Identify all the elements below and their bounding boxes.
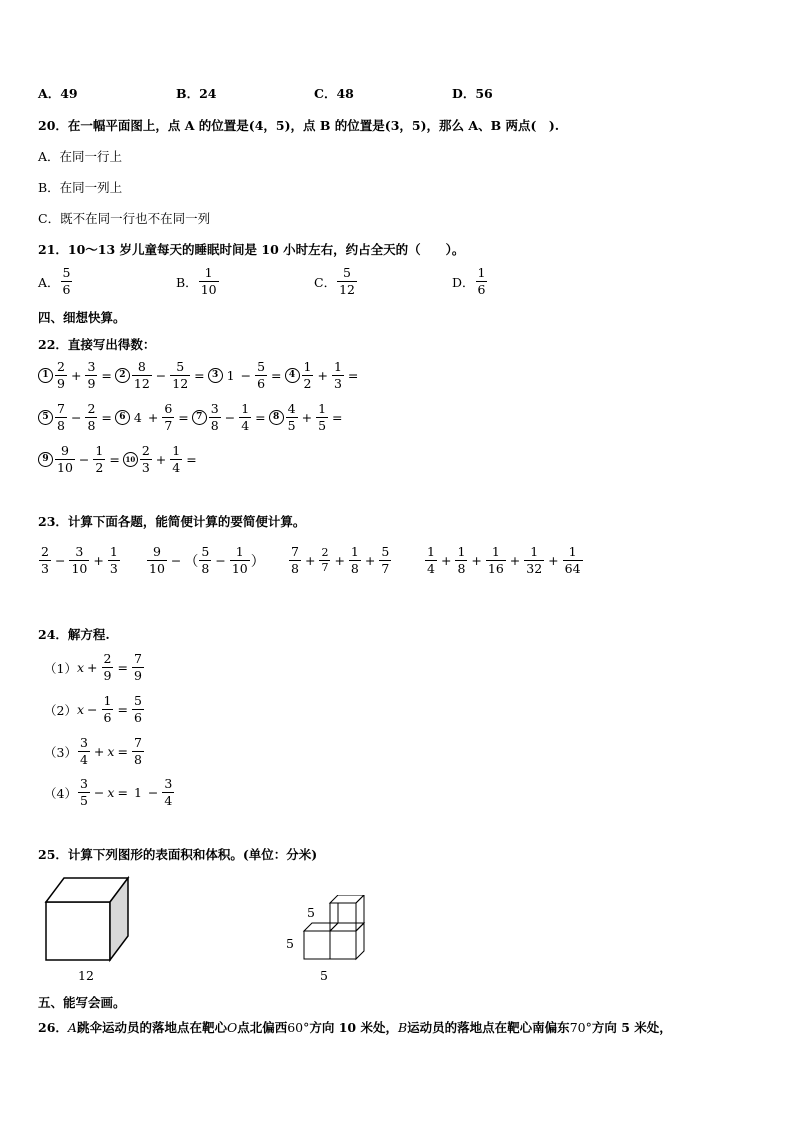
q21-option-c: C． $\frac{5}{12}$ [314,265,355,298]
cube-edge-label: 12 [78,968,94,983]
stacked-label-left: 5 [286,936,294,951]
q21-option-b: B． $\frac{1}{10}$ [176,265,217,298]
q22-mark-9: 9 [38,452,53,467]
q22-row-3: 9 $\frac{9}{10}$ − $\frac{1}{2}$ = 10 $\frac{2}{3}$ + $\frac{1}{4}$ = [38,444,200,476]
q23-expr-4: $\frac{1}{4}$ + $\frac{1}{8}$ + $\frac{1}{16}$ + $\frac{1}{32}$ + $\frac{1}{64}$ [427,544,581,577]
q20-stem: 20．在一幅平面图上，点 A 的位置是(4，5)，点 B 的位置是(3，5)，那么 A、B 两点( ). [38,118,560,133]
q22-mark-2: 2 [115,368,130,383]
q19-option-a: A．49 [38,86,78,101]
q21-option-a: A． $\frac{5}{6}$ [38,265,71,298]
q20-option-b: B．在同一列上 [38,180,123,195]
q21-option-d: D． $\frac{1}{6}$ [452,265,486,298]
q24-eq-2: （2） x − $\frac{1}{6}$ = $\frac{5}{6}$ [44,693,142,726]
q22-mark-6: 6 [115,410,130,425]
q19-option-c: C．48 [314,86,354,101]
q22-row-1: 1 $\frac{2}{9}$ + $\frac{3}{9}$ = 2 $\frac{8}{12}$ − $\frac{5}{12}$ = 3 1 − $\frac{5}{6}$ = 4 $\frac{1}{2}$ + $\frac{1}{3}$ = [38,360,361,392]
stacked-label-top: 5 [307,905,315,920]
q22-mark-10: 10 [123,452,138,467]
cube-figure-shape [40,872,140,964]
q22-stem: 22．直接写出得数： [38,337,156,352]
q23-expr-3: $\frac{7}{8}$ + $\frac{2}{7}$ + $\frac{1}{8}$ + $\frac{5}{7}$ [291,544,390,577]
q20-option-c: C．既不在同一行也不在同一列 [38,211,211,226]
q23-expr-1: $\frac{2}{3}$ − $\frac{3}{10}$ + $\frac{1}{3}$ [41,544,118,577]
q21-stem: 21．10～13 岁儿童每天的睡眠时间是 10 小时左右，约占全天的（ ）。 [38,242,465,257]
q19-option-b: B．24 [176,86,217,101]
q23-expr-2: $\frac{9}{10}$ − （ $\frac{5}{8}$ − $\frac{1}{10}$ ） [149,544,265,577]
q26-stem: 26．A跳伞运动员的落地点在靶心O点北偏西60°方向 10 米处，B运动员的落地点在靶心南偏东70°方向 5 米处， [38,1020,672,1035]
q22-mark-1: 1 [38,368,53,383]
section-5-heading: 五、能写会画。 [38,995,126,1010]
stacked-label-bottom: 5 [320,968,328,983]
q22-mark-8: 8 [269,410,284,425]
q25-stem: 25．计算下列图形的表面积和体积。(单位：分米) [38,847,318,862]
q22-mark-4: 4 [285,368,300,383]
q22-mark-5: 5 [38,410,53,425]
q19-option-d: D．56 [452,86,493,101]
q20-option-a: A．在同一行上 [38,149,123,164]
q24-eq-3: （3） $\frac{3}{4}$ + x = $\frac{7}{8}$ [44,735,142,768]
q22-row-2: 5 $\frac{7}{8}$ − $\frac{2}{8}$ = 6 4 + $\frac{6}{7}$ = 7 $\frac{3}{8}$ − $\frac{1}{4}$ = 8 $\frac{4}{5}$ + $\frac{1}{5}$ = [38,402,346,434]
q24-stem: 24．解方程. [38,627,110,642]
q24-eq-1: （1） x + $\frac{2}{9}$ = $\frac{7}{9}$ [44,651,142,684]
q23-stem: 23．计算下面各题，能简便计算的要简便计算。 [38,514,306,529]
q22-mark-7: 7 [192,410,207,425]
q24-eq-4: （4） $\frac{3}{5}$ − x = 1 − $\frac{3}{4}$ [44,776,173,809]
q22-mark-3: 3 [208,368,223,383]
section-4-heading: 四、细想快算。 [38,310,126,325]
